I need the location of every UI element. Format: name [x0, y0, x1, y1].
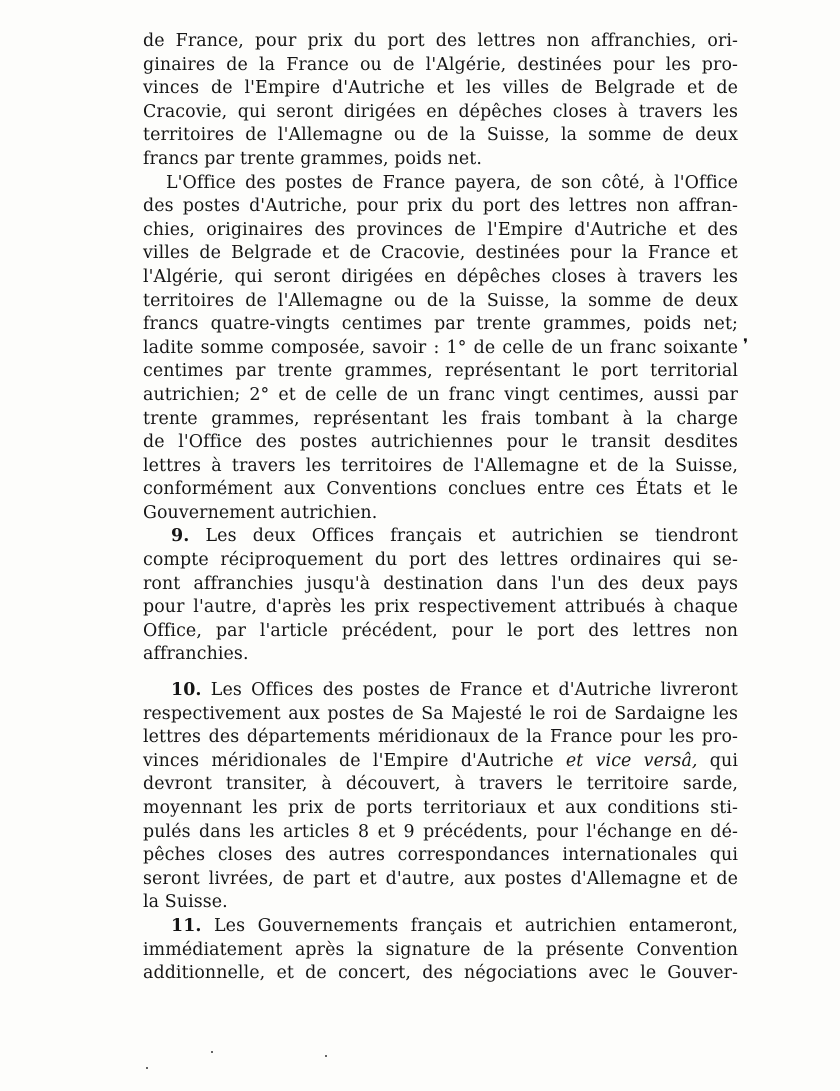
text-line: francs par trente grammes, poids net. [143, 148, 482, 169]
text-line: compte réciproquement du port des lettres ordinaires qui se- [143, 550, 738, 571]
body-text [143, 30, 738, 986]
text-line: ginaires de la France ou de l'Algérie, destinées pour les pro- [143, 54, 738, 75]
text-line [143, 525, 738, 549]
text-line: la Suisse. [143, 892, 228, 913]
text-line: territoires de l'Allemagne ou de la Suisse, la somme de deux [143, 125, 738, 146]
text-line: Gouvernement autrichien. [143, 502, 378, 523]
text-line: pulés dans les articles 8 et 9 précédents, pour l'échange en dé- [143, 821, 738, 842]
text-line: vinces de l'Empire d'Autriche et les villes de Belgrade et de [143, 78, 738, 99]
text-line: des postes d'Autriche, pour prix du port des lettres non affran- [143, 196, 738, 217]
text-line: affranchies. [143, 644, 249, 665]
text-line: territoires de l'Allemagne ou de la Suisse, la somme de deux [143, 290, 738, 311]
text-line: immédiatement après la signature de la présente Convention [143, 939, 738, 960]
text-line [143, 750, 738, 774]
text-line: de l'Office des postes autrichiennes pour le transit desdites [143, 432, 738, 453]
margin-mark: ❜ [743, 335, 749, 354]
text-line: ladite somme composée, savoir : 1° de celle de un franc soixante [143, 337, 738, 358]
paragraph-2 [143, 172, 738, 526]
text-line: devront transiter, à découvert, à travers le territoire sarde, [143, 774, 738, 795]
text-segment: Les Offices des postes de France et d'Autriche livreront [201, 680, 738, 701]
article-number: 11. [171, 915, 202, 936]
text-line: l'Algérie, qui seront dirigées en dépêches closes à travers les [143, 266, 738, 287]
text-line: trente grammes, représentant les frais tombant à la charge [143, 408, 738, 429]
text-line: pour l'autre, d'après les prix respectivement attribués à chaque [143, 597, 738, 618]
text-segment: Les Gouvernements français et autrichien entameront, [201, 915, 738, 936]
article-number: 9. [171, 526, 190, 547]
text-line [143, 915, 738, 939]
text-line: conformément aux Conventions conclues entre ces États et le [143, 479, 738, 500]
text-line: francs quatre-vingts centimes par trente grammes, poids net; [143, 314, 738, 335]
text-line: seront livrées, de part et d'autre, aux postes d'Allemagne et de [143, 868, 738, 889]
text-line: autrichien; 2° et de celle de un franc vingt centimes, aussi par [143, 384, 738, 405]
text-line: moyennant les prix de ports territoriaux et aux conditions sti- [143, 798, 738, 818]
text-segment: qui [697, 750, 739, 771]
text-line: Office, par l'article précédent, pour le port des lettres non [143, 620, 738, 641]
text-line [143, 679, 738, 703]
text-segment: Les deux Offices français et autrichien se tiendront [189, 526, 738, 547]
paragraph-1 [143, 30, 738, 172]
text-line: de France, pour prix du port des lettres non affranchies, ori- [143, 31, 738, 51]
text-line: pêches closes des autres correspondances internationales qui [143, 845, 738, 866]
article-11 [143, 915, 738, 986]
scan-speck [146, 1067, 148, 1069]
scan-speck [211, 1051, 213, 1053]
text-line: lettres des départements méridionaux de la France pour les pro- [143, 727, 738, 748]
text-line: chies, originaires des provinces de l'Empire d'Autriche et des [143, 219, 738, 240]
text-line: lettres à travers les territoires de l'Allemagne et de la Suisse, [143, 455, 738, 476]
text-line: centimes par trente grammes, représentant le port territorial [143, 361, 738, 382]
text-line: respectivement aux postes de Sa Majesté le roi de Sardaigne les [143, 703, 738, 724]
text-line: additionnelle, et de concert, des négociations avec le Gouver- [143, 963, 738, 984]
article-10 [143, 679, 738, 915]
scan-specks [0, 1045, 840, 1075]
text-line: ront affranchies jusqu'à destination dans l'un des deux pays [143, 573, 738, 594]
text-segment: vinces méridionales de l'Empire d'Autriche [143, 750, 566, 771]
italic-phrase: et vice versâ, [565, 750, 698, 771]
paragraph-gap [143, 667, 738, 679]
text-line: L'Office des postes de France payera, de son côté, à l'Office [166, 172, 738, 193]
article-number: 10. [171, 680, 202, 701]
text-line: villes de Belgrade et de Cracovie, destinées pour la France et [143, 243, 738, 264]
scan-speck [325, 1055, 327, 1057]
article-9 [143, 525, 738, 667]
text-line: Cracovie, qui seront dirigées en dépêches closes à travers les [143, 101, 738, 122]
